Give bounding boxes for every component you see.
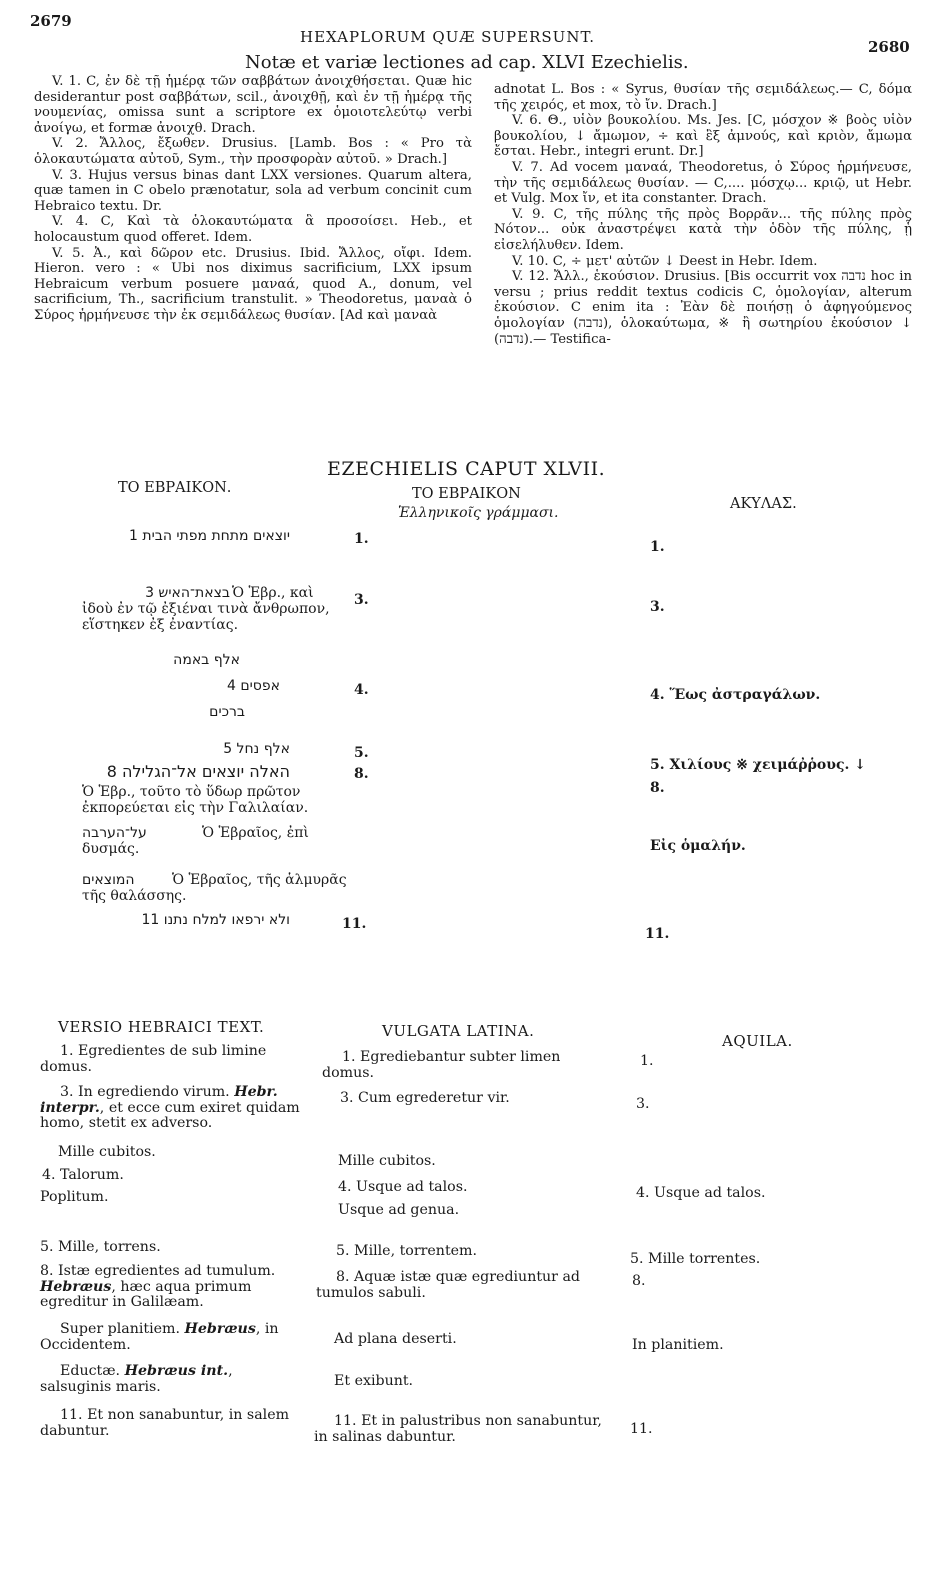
aquila-latin-text: 1.: [640, 1053, 654, 1069]
notes-subtitle: Notæ et variæ lectiones ad cap. XLVI Ezechielis.: [245, 52, 689, 73]
versio-interpreter: Hebræus int.: [124, 1363, 229, 1379]
versio-interpreter: Hebræus: [40, 1278, 112, 1295]
aquila-reading: Εἰς ὁμαλήν.: [650, 838, 746, 854]
note-paragraph: V. 1. C, ἐν δὲ τῇ ἡμέρᾳ τῶν σαββάτων ἀνοιχθήσεται. Quæ hic desiderantur post σαββάτων, scil., ἀνοιχθῇ, καὶ ἐν τῇ ἡμέρᾳ τῆς νουμενίας, omissa sunt a scriptore ex ὁμοιοτελεύτῳ verbi ἀνοίγω, et formæ ἀνοιχθ. Drach.: [34, 74, 472, 136]
aquila-latin-text: 3.: [636, 1096, 650, 1112]
versio-gloss: , et ecce cum exiret quidam homo, stetit ex adverso.: [40, 1099, 300, 1132]
aquila-latin-text: 11.: [630, 1421, 653, 1437]
column-head-versio: VERSIO HEBRAICI TEXT.: [58, 1018, 265, 1036]
hebrew-text: על־הערבה: [82, 825, 147, 841]
versio-text: [40, 1322, 305, 1353]
hebrew-text: האלה יוצאים אל־הגלילה 8: [106, 762, 290, 781]
page-number-right: 2680: [868, 38, 910, 56]
versio-lemma: Super planitiem.: [60, 1321, 180, 1337]
versio-lemma: 3. In egrediendo virum.: [60, 1084, 230, 1100]
vulgata-text: 1. Egrediebantur subter limen domus.: [322, 1049, 561, 1081]
column-subhead-greek-letters: Ἑλληνικοῖς γράμμασι.: [398, 505, 559, 521]
note-paragraph: adnotat L. Bos : « Syrus, θυσίαν τῆς σεμιδάλεως.— C, δόμα τῆς χειρός, et mox, τὸ ἴν. Drach.]: [494, 82, 912, 113]
greek-transliteration: Ὁ Ἑβρ., καὶ ἰδοὺ ἐν τῷ ἐξιέναι τινὰ ἄνθρωπον, εἵστηκεν ἐξ ἐναντίας.: [82, 585, 330, 633]
aquila-reading: 8.: [650, 780, 665, 796]
aquila-latin-text: 5. Mille torrentes.: [630, 1251, 761, 1267]
verse-number: 11.: [342, 916, 367, 932]
notes-right-column: [494, 82, 912, 347]
aquila-reading: 1.: [650, 539, 665, 555]
note-paragraph: V. 4. C, Καὶ τὰ ὁλοκαυτώματα ἃ προσοίσει. Heb., et holocaustum quod offeret. Idem.: [34, 214, 472, 245]
hebrew-text: ברכים: [209, 704, 245, 720]
verse-number: 4.: [354, 682, 369, 698]
hebrew-text: אלף נחל 5: [223, 741, 290, 757]
vulgata-text: Ad plana deserti.: [334, 1331, 457, 1347]
vulgata-text: Mille cubitos.: [338, 1153, 436, 1169]
vulgata-text: 11. Et in palustribus non sanabuntur, in salinas dabuntur.: [314, 1413, 602, 1445]
note-paragraph: V. 12. Ἄλλ., ἑκούσιον. Drusius. [Bis occurrit vox נדבה hoc in versu ; prius reddit textus codicis C, ὁμολογίαν, alterum ἑκούσιον. C enim ita : Ἐὰν δὲ ποιήσῃ ὁ ἀφηγούμενος ὁμολογίαν (נדבה), ὁλοκαύτωμα, ※ ἢ σωτηρίου ἑκούσιον ↓ (נדבה).— Testifica-: [494, 269, 912, 347]
running-title: HEXAPLORUM QUÆ SUPERSUNT.: [300, 28, 596, 46]
notes-left-column: [34, 74, 472, 324]
note-paragraph: V. 5. Ἀ., καὶ δῶρον etc. Drusius. Ibid. Ἄλλος, οἴφι. Idem. Hieron. vero : « Ubi nos diximus sacrificium, LXX ipsum Hebraicum verbum posuere μαναά, quod A., donum, vel sacrificium, Th., sacrificium transtulit. » Theodoretus, μαναὰ ὁ Σύρος ἡρμήνευσε τὴν ἐκ σεμιδάλεως θυσίαν. [Ad καὶ μαναὰ: [34, 245, 472, 323]
column-head-hebrew-greek: ΤΟ ΕΒΡΑΙΚΟΝ: [412, 486, 521, 502]
versio-text: 11. Et non sanabuntur, in salem dabuntur.: [40, 1407, 290, 1439]
versio-text: 1. Egredientes de sub limine domus.: [40, 1043, 267, 1075]
verse-number: 8.: [354, 766, 369, 782]
hebrew-text: יוצאים מתחת מפתי הבית 1: [129, 528, 290, 544]
hebrew-text: המוצאים: [82, 872, 135, 888]
aquila-reading: 11.: [645, 926, 670, 942]
hebrew-text: ולא ירפאו למלח נתנו 11: [141, 912, 290, 928]
vulgata-text: Usque ad genua.: [338, 1202, 460, 1218]
versio-gloss: , hæc aqua primum egreditur in Galilæam.: [40, 1278, 252, 1311]
note-paragraph: V. 9. C, τῆς πύλης τῆς πρὸς Βορρᾶν... τῆς πύλης πρὸς Νότον... οὐκ ἀναστρέψει κατὰ τὴν ὁδὸν τῆς πύλης, ᾗ εἰσελήλυθεν. Idem.: [494, 206, 912, 253]
versio-interpreter: Hebræus: [184, 1321, 256, 1337]
chapter-title: EZECHIELIS CAPUT XLVII.: [327, 458, 606, 480]
versio-text: [40, 1085, 305, 1132]
hebrew-text: אפסים 4: [227, 678, 280, 694]
column-head-aquila-latin: AQUILA.: [722, 1032, 793, 1050]
note-paragraph: V. 3. Hujus versus binas dant LXX versiones. Quarum altera, quæ tamen in C obelo prænotatur, sola ad verbum concinit cum Hebraico textu. Dr.: [34, 167, 472, 214]
vulgata-text: 3. Cum egrederetur vir.: [340, 1090, 510, 1106]
greek-transliteration: Ὁ Ἑβραῖος, ἐπὶ δυσμάς.: [82, 825, 309, 857]
versio-text: Mille cubitos.: [58, 1144, 156, 1160]
aquila-latin-text: In planitiem.: [632, 1337, 724, 1353]
note-paragraph: V. 6. Θ., υἱὸν βουκολίου. Ms. Jes. [C, μόσχον ※ βοὸς υἱὸν βουκολίου, ↓ ἄμωμον, ÷ καὶ ἓξ ἀμνούς, καὶ κριὸν, ἄμωμα ἔσται. Hebr., integri erunt. Dr.]: [494, 113, 912, 160]
greek-transliteration: Ὁ Ἑβρ., τοῦτο τὸ ὕδωρ πρῶτον ἐκπορεύεται εἰς τὴν Γαλιλαίαν.: [82, 784, 309, 816]
versio-text: 5. Mille, torrens.: [40, 1239, 161, 1255]
hebrew-text: בצאת־האיש 3: [145, 585, 230, 601]
versio-gloss: , in Occidentem.: [40, 1321, 279, 1353]
aquila-latin-text: 4. Usque ad talos.: [636, 1185, 766, 1201]
verse-number: 5.: [354, 745, 369, 761]
vulgata-text: 8. Aquæ istæ quæ egrediuntur ad tumulos sabuli.: [316, 1269, 581, 1301]
aquila-reading: 4. Ἕως ἀστραγάλων.: [650, 687, 821, 703]
versio-lemma: Eductæ.: [60, 1363, 121, 1379]
versio-gloss: , salsuginis maris.: [40, 1363, 233, 1395]
page-number-left: 2679: [30, 12, 72, 30]
aquila-reading: 3.: [650, 599, 665, 615]
versio-text: Poplitum.: [40, 1189, 109, 1205]
versio-lemma: 8. Istæ egredientes ad tumulum.: [40, 1263, 276, 1279]
aquila-latin-text: 8.: [632, 1273, 646, 1289]
note-paragraph: V. 10. C, ÷ μετ' αὐτῶν ↓ Deest in Hebr. Idem.: [512, 253, 818, 269]
hebrew-text: אלף באמה: [173, 652, 240, 668]
vulgata-text: Et exibunt.: [334, 1373, 414, 1389]
versio-text: [40, 1364, 305, 1395]
vulgata-text: 5. Mille, torrentem.: [336, 1243, 478, 1259]
vulgata-text: 4. Usque ad talos.: [338, 1179, 468, 1195]
greek-transliteration: Ὁ Ἑβραῖος, τῆς ἁλμυρᾶς τῆς θαλάσσης.: [82, 872, 347, 904]
verse-number: 3.: [354, 592, 369, 608]
note-paragraph: V. 7. Ad vocem μαναά, Theodoretus, ὁ Σύρος ἡρμήνευσε, τὴν τῆς σεμιδάλεως θυσίαν. — C,.... μόσχῳ... κριῷ, ut Hebr. et Vulg. Mox ἴν, et ita constanter. Drach.: [494, 159, 912, 207]
note-paragraph: V. 2. Ἄλλος, ἔξωθεν. Drusius. [Lamb. Bos : « Pro τὰ ὁλοκαυτώματα αὐτοῦ, Sym., τὴν προσφορὰν αὐτοῦ. » Drach.]: [34, 136, 472, 167]
column-head-aquila: ΑΚΥΛΑΣ.: [730, 496, 797, 512]
verse-number: 1.: [354, 531, 369, 547]
column-head-hebrew: ΤΟ ΕΒΡΑΙΚΟΝ.: [118, 480, 232, 496]
versio-interpreter: Hebr. interpr.: [40, 1084, 278, 1116]
versio-text: 4. Talorum.: [42, 1167, 124, 1183]
versio-text: [40, 1264, 305, 1311]
aquila-reading: 5. Χιλίους ※ χειμάῤῥους. ↓: [650, 757, 866, 773]
column-head-vulgata: VULGATA LATINA.: [382, 1022, 535, 1040]
